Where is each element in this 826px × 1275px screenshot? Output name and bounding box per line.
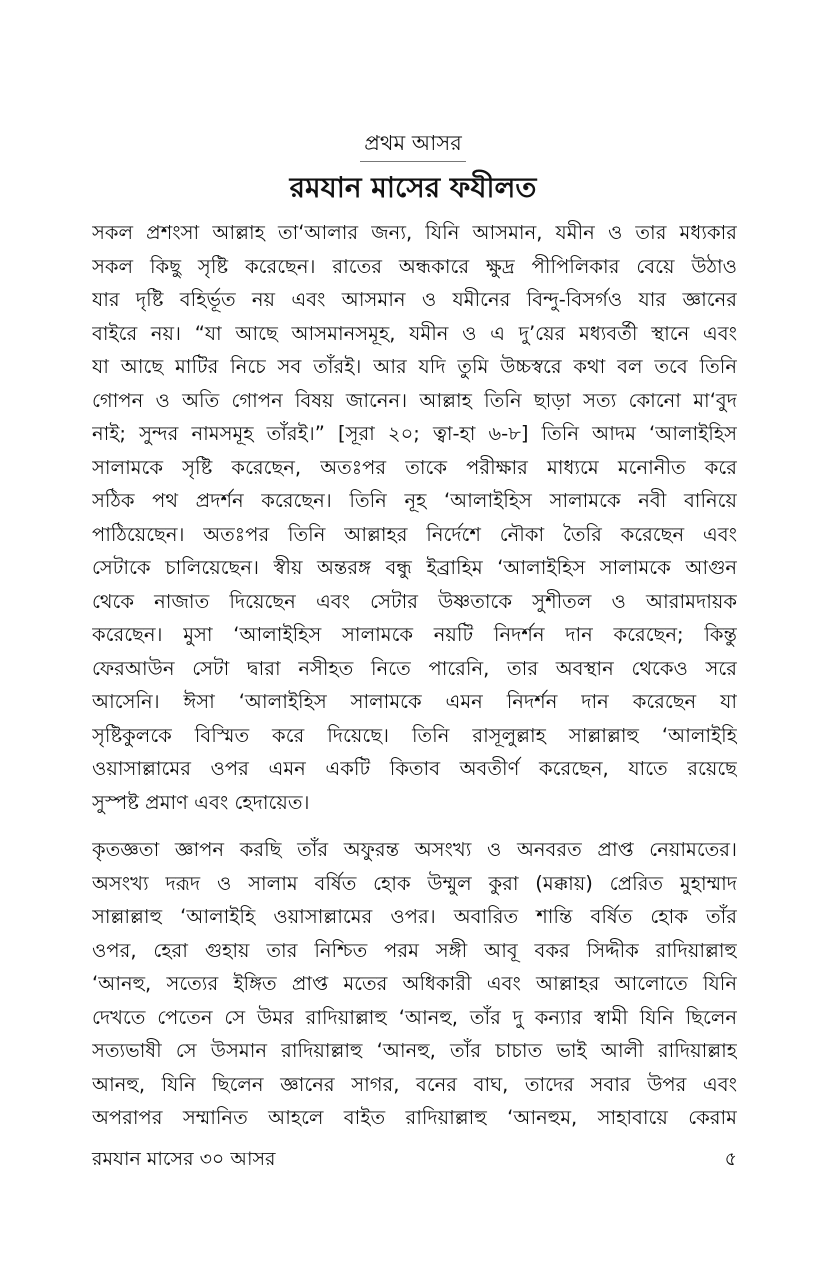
text-line: নাই; সুন্দর নামসমূহ তাঁরই।” [সূরা ২০; ত্বা-হা ৬-৮] তিনি আদম ‘আলাইহিস [92, 422, 737, 445]
body-text [92, 216, 737, 1135]
text-line: সালামকে সৃষ্টি করেছেন, অতঃপর তাকে পরীক্ষার মাধ্যমে মনোনীত করে [92, 455, 737, 479]
text-line: সঠিক পথ প্রদর্শন করেছেন। তিনি নূহ ‘আলাইহিস সালামকে নবী বানিয়ে [92, 489, 737, 512]
chapter-label-text: প্রথম আসর [360, 128, 466, 162]
text-line: যার দৃষ্টি বহির্ভূত নয় এবং আসমান ও যমীনের বিন্দু-বিসর্গও যার জ্ঞানের [92, 288, 737, 311]
text-line: সৃষ্টিকুলকে বিস্মিত করে দিয়েছে। তিনি রাসূলুল্লাহ সাল্লাল্লাহু ‘আলাইহি [92, 723, 737, 747]
text-line: ওপর, হেরা গুহায় তার নিশ্চিত পরম সঙ্গী আবূ বকর সিদ্দীক রাদিয়াল্লাহু [92, 938, 737, 962]
text-line: সকল প্রশংসা আল্লাহ তা‘আলার জন্য, যিনি আসমান, যমীন ও তার মধ্যকার [92, 221, 737, 244]
text-line: থেকে নাজাত দিয়েছেন এবং সেটার উষ্ণতাকে সুশীতল ও আরামদায়ক [92, 589, 737, 613]
chapter-label [0, 128, 826, 162]
text-line: ওয়াসাল্লামের ওপর এমন একটি কিতাব অবতীর্ণ করেছেন, যাতে রয়েছে [92, 757, 737, 780]
text-line: ‘আনহু, সত্যের ইঙ্গিত প্রাপ্ত মতের অধিকারী এবং আল্লাহর আলোতে যিনি [92, 972, 737, 995]
text-line: সকল কিছু সৃষ্টি করেছেন। রাতের অন্ধকারে ক্ষুদ্র পীপিলিকার বেয়ে উঠাও [92, 254, 737, 278]
paragraph [92, 216, 737, 819]
running-title: রমযান মাসের ৩০ আসর [92, 1148, 276, 1170]
text-line: সাল্লাল্লাহু ‘আলাইহি ওয়াসাল্লামের ওপর। অবারিত শান্তি বর্ষিত হোক তাঁর [92, 905, 737, 928]
text-line: দেখতে পেতেন সে উমর রাদিয়াল্লাহু ‘আনহু, তাঁর দু কন্যার স্বামী যিনি ছিলেন [92, 1005, 737, 1029]
text-line: কৃতজ্ঞতা জ্ঞাপন করছি তাঁর অফুরন্ত অসংখ্য ও অনবরত প্রাপ্ত নেয়ামতের। [92, 838, 737, 861]
text-line: অসংখ্য দরূদ ও সালাম বর্ষিত হোক উম্মুল কুরা (মক্কায়) প্রেরিত মুহাম্মাদ [92, 871, 737, 895]
text-line: বাইরে নয়। “যা আছে আসমানসমূহ, যমীন ও এ দু’য়ের মধ্যবর্তী স্থানে এবং [92, 321, 737, 345]
text-line: গোপন ও অতি গোপন বিষয় জানেন। আল্লাহ তিনি ছাড়া সত্য কোনো মা‘বুদ [92, 388, 737, 412]
chapter-title: রমযান মাসের ফযীলত [289, 171, 537, 204]
text-line: সত্যভাষী সে উসমান রাদিয়াল্লাহু ‘আনহু, তাঁর চাচাত ভাই আলী রাদিয়াল্লাহ [92, 1039, 737, 1062]
text-line: আসেনি। ঈসা ‘আলাইহিস সালামকে এমন নিদর্শন দান করেছেন যা [92, 690, 737, 713]
text-line: পাঠিয়েছেন। অতঃপর তিনি আল্লাহর নির্দেশে নৌকা তৈরি করেছেন এবং [92, 522, 737, 546]
text-line: আনহু, যিনি ছিলেন জ্ঞানের সাগর, বনের বাঘ, তাদের সবার উপর এবং [92, 1072, 737, 1096]
text-line: সেটাকে চালিয়েছেন। স্বীয় অন্তরঙ্গ বন্ধু ইব্রাহিম ‘আলাইহিস সালামকে আগুন [92, 556, 737, 579]
text-line: ফেরআউন সেটা দ্বারা নসীহত নিতে পারেনি, তার অবস্থান থেকেও সরে [92, 656, 737, 680]
text-line: সুস্পষ্ট প্রমাণ এবং হেদায়েত। [92, 790, 310, 814]
paragraph [92, 833, 737, 1135]
text-line: যা আছে মাটির নিচে সব তাঁরই। আর যদি তুমি উচ্চস্বরে কথা বল তবে তিনি [92, 355, 737, 378]
text-line: করেছেন। মুসা ‘আলাইহিস সালামকে নয়টি নিদর্শন দান করেছেন; কিন্তু [92, 623, 737, 646]
page-number: ৫ [724, 1148, 737, 1170]
text-line: অপরাপর সম্মানিত আহলে বাইত রাদিয়াল্লাহু ‘আনহুম, সাহাবায়ে কেরাম [92, 1106, 737, 1129]
